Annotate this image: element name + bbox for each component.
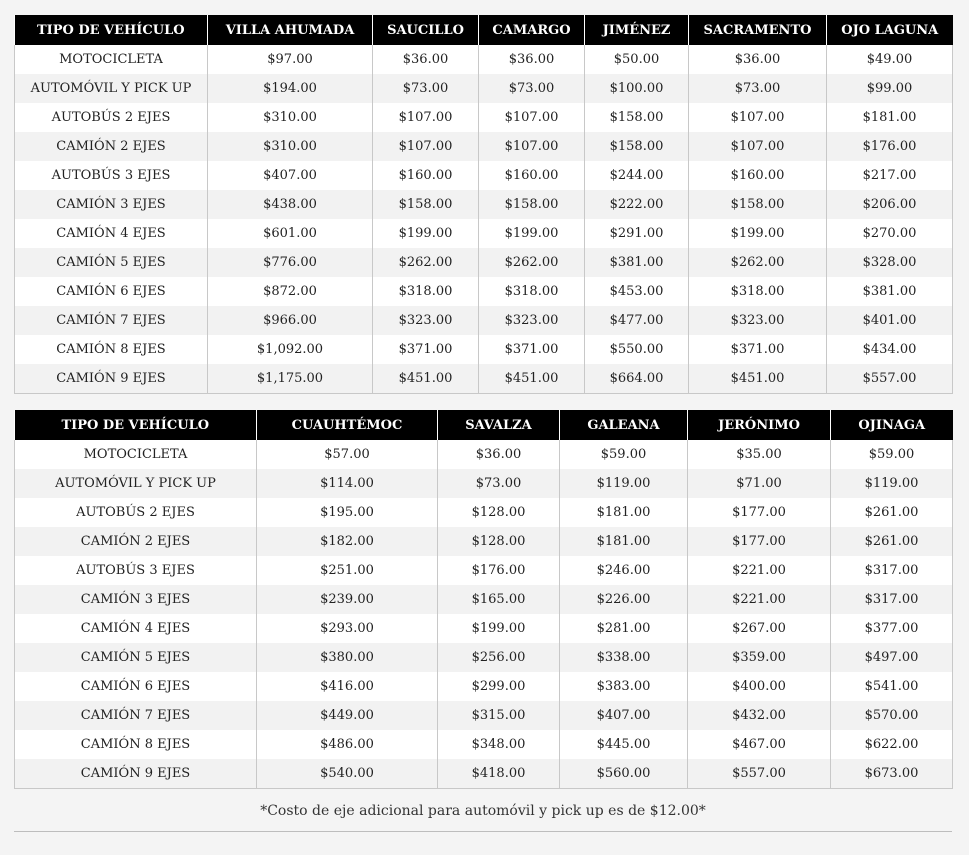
- vehicle-type-cell: CAMIÓN 9 EJES: [15, 759, 257, 789]
- toll-price-cell: $36.00: [479, 45, 585, 74]
- vehicle-type-cell: CAMIÓN 4 EJES: [15, 614, 257, 643]
- toll-price-cell: $416.00: [257, 672, 438, 701]
- vehicle-type-cell: AUTOBÚS 3 EJES: [15, 556, 257, 585]
- column-header-vehicle-type: TIPO DE VEHÍCULO: [15, 410, 257, 440]
- toll-price-cell: $181.00: [827, 103, 953, 132]
- toll-price-cell: $36.00: [373, 45, 479, 74]
- toll-price-cell: $107.00: [479, 132, 585, 161]
- toll-price-cell: $73.00: [689, 74, 827, 103]
- toll-price-cell: $239.00: [257, 585, 438, 614]
- toll-table-north: [14, 15, 953, 394]
- vehicle-type-cell: CAMIÓN 2 EJES: [15, 132, 208, 161]
- toll-price-cell: $199.00: [689, 219, 827, 248]
- toll-price-cell: $100.00: [585, 74, 689, 103]
- toll-price-cell: $401.00: [827, 306, 953, 335]
- table-row: [15, 643, 953, 672]
- column-header-toll-booth: CUAUHTÉMOC: [257, 410, 438, 440]
- vehicle-type-cell: AUTOBÚS 2 EJES: [15, 498, 257, 527]
- vehicle-type-cell: CAMIÓN 5 EJES: [15, 248, 208, 277]
- toll-price-cell: $381.00: [827, 277, 953, 306]
- column-header-toll-booth: SACRAMENTO: [689, 15, 827, 45]
- toll-price-cell: $371.00: [373, 335, 479, 364]
- toll-price-cell: $380.00: [257, 643, 438, 672]
- toll-price-cell: $310.00: [208, 132, 373, 161]
- column-header-toll-booth: GALEANA: [560, 410, 688, 440]
- toll-price-cell: $222.00: [585, 190, 689, 219]
- toll-price-cell: $73.00: [479, 74, 585, 103]
- table-row: [15, 701, 953, 730]
- column-header-toll-booth: VILLA AHUMADA: [208, 15, 373, 45]
- toll-price-cell: $570.00: [831, 701, 953, 730]
- toll-price-cell: $318.00: [373, 277, 479, 306]
- table-row: [15, 469, 953, 498]
- toll-price-cell: $467.00: [688, 730, 831, 759]
- toll-price-cell: $36.00: [438, 440, 560, 469]
- toll-price-cell: $1,092.00: [208, 335, 373, 364]
- toll-price-cell: $261.00: [831, 498, 953, 527]
- toll-price-cell: $128.00: [438, 498, 560, 527]
- toll-price-cell: $281.00: [560, 614, 688, 643]
- toll-price-cell: $226.00: [560, 585, 688, 614]
- toll-price-cell: $317.00: [831, 585, 953, 614]
- toll-price-cell: $872.00: [208, 277, 373, 306]
- toll-price-cell: $73.00: [438, 469, 560, 498]
- table-row: [15, 672, 953, 701]
- table-row: [15, 132, 953, 161]
- toll-price-cell: $267.00: [688, 614, 831, 643]
- toll-price-cell: $160.00: [689, 161, 827, 190]
- toll-price-cell: $418.00: [438, 759, 560, 789]
- toll-price-cell: $540.00: [257, 759, 438, 789]
- toll-price-cell: $371.00: [479, 335, 585, 364]
- toll-price-cell: $664.00: [585, 364, 689, 394]
- toll-price-cell: $557.00: [827, 364, 953, 394]
- toll-price-cell: $49.00: [827, 45, 953, 74]
- toll-price-cell: $449.00: [257, 701, 438, 730]
- toll-price-cell: $119.00: [831, 469, 953, 498]
- toll-price-cell: $114.00: [257, 469, 438, 498]
- toll-price-cell: $160.00: [373, 161, 479, 190]
- toll-price-cell: $317.00: [831, 556, 953, 585]
- toll-price-cell: $177.00: [688, 527, 831, 556]
- toll-price-cell: $291.00: [585, 219, 689, 248]
- toll-price-cell: $966.00: [208, 306, 373, 335]
- toll-price-cell: $407.00: [560, 701, 688, 730]
- table-row: [15, 161, 953, 190]
- toll-price-cell: $195.00: [257, 498, 438, 527]
- table-row: [15, 306, 953, 335]
- table-row: [15, 730, 953, 759]
- toll-price-cell: $256.00: [438, 643, 560, 672]
- column-header-toll-booth: JIMÉNEZ: [585, 15, 689, 45]
- toll-price-cell: $377.00: [831, 614, 953, 643]
- axle-cost-note: *Costo de eje adicional para automóvil y pick up es de $12.00*: [260, 803, 706, 819]
- toll-price-cell: $673.00: [831, 759, 953, 789]
- column-header-vehicle-type: TIPO DE VEHÍCULO: [15, 15, 208, 45]
- table-row: [15, 335, 953, 364]
- toll-price-cell: $107.00: [689, 103, 827, 132]
- toll-price-cell: $251.00: [257, 556, 438, 585]
- toll-price-cell: $194.00: [208, 74, 373, 103]
- table-row: [15, 527, 953, 556]
- toll-price-cell: $181.00: [560, 498, 688, 527]
- vehicle-type-cell: CAMIÓN 6 EJES: [15, 672, 257, 701]
- toll-price-cell: $550.00: [585, 335, 689, 364]
- toll-price-cell: $560.00: [560, 759, 688, 789]
- toll-price-cell: $73.00: [373, 74, 479, 103]
- toll-price-cell: $217.00: [827, 161, 953, 190]
- table-row: [15, 190, 953, 219]
- vehicle-type-cell: MOTOCICLETA: [15, 440, 257, 469]
- vehicle-type-cell: AUTOBÚS 3 EJES: [15, 161, 208, 190]
- toll-price-cell: $445.00: [560, 730, 688, 759]
- toll-price-cell: $622.00: [831, 730, 953, 759]
- toll-price-cell: $434.00: [827, 335, 953, 364]
- toll-price-cell: $438.00: [208, 190, 373, 219]
- toll-price-cell: $176.00: [438, 556, 560, 585]
- toll-price-cell: $318.00: [479, 277, 585, 306]
- toll-price-cell: $310.00: [208, 103, 373, 132]
- toll-price-cell: $119.00: [560, 469, 688, 498]
- table-row: [15, 498, 953, 527]
- table-row: [15, 556, 953, 585]
- toll-price-cell: $158.00: [585, 103, 689, 132]
- vehicle-type-cell: CAMIÓN 5 EJES: [15, 643, 257, 672]
- toll-price-cell: $221.00: [688, 585, 831, 614]
- toll-price-cell: $262.00: [479, 248, 585, 277]
- toll-price-cell: $601.00: [208, 219, 373, 248]
- toll-price-cell: $246.00: [560, 556, 688, 585]
- toll-price-cell: $158.00: [689, 190, 827, 219]
- toll-price-cell: $107.00: [373, 132, 479, 161]
- toll-price-cell: $160.00: [479, 161, 585, 190]
- toll-price-cell: $176.00: [827, 132, 953, 161]
- toll-price-cell: $99.00: [827, 74, 953, 103]
- toll-price-cell: $451.00: [479, 364, 585, 394]
- table-row: [15, 364, 953, 394]
- toll-price-cell: $50.00: [585, 45, 689, 74]
- toll-price-cell: $383.00: [560, 672, 688, 701]
- table-row: [15, 759, 953, 789]
- table-row: [15, 585, 953, 614]
- table-header-row: [15, 410, 953, 440]
- vehicle-type-cell: CAMIÓN 3 EJES: [15, 585, 257, 614]
- toll-price-cell: $206.00: [827, 190, 953, 219]
- vehicle-type-cell: CAMIÓN 6 EJES: [15, 277, 208, 306]
- column-header-toll-booth: OJINAGA: [831, 410, 953, 440]
- toll-price-cell: $381.00: [585, 248, 689, 277]
- toll-price-cell: $323.00: [689, 306, 827, 335]
- toll-price-cell: $128.00: [438, 527, 560, 556]
- toll-price-cell: $107.00: [689, 132, 827, 161]
- toll-price-cell: $1,175.00: [208, 364, 373, 394]
- toll-price-cell: $293.00: [257, 614, 438, 643]
- toll-price-cell: $453.00: [585, 277, 689, 306]
- vehicle-type-cell: CAMIÓN 3 EJES: [15, 190, 208, 219]
- table-header-row: [15, 15, 953, 45]
- toll-price-cell: $97.00: [208, 45, 373, 74]
- vehicle-type-cell: AUTOMÓVIL Y PICK UP: [15, 74, 208, 103]
- toll-price-cell: $451.00: [689, 364, 827, 394]
- table-row: [15, 248, 953, 277]
- toll-price-cell: $181.00: [560, 527, 688, 556]
- vehicle-type-cell: AUTOBÚS 2 EJES: [15, 103, 208, 132]
- table-row: [15, 74, 953, 103]
- toll-price-cell: $348.00: [438, 730, 560, 759]
- toll-price-cell: $262.00: [373, 248, 479, 277]
- table-row: [15, 614, 953, 643]
- table-row: [15, 440, 953, 469]
- table-row: [15, 45, 953, 74]
- table-row: [15, 103, 953, 132]
- toll-price-cell: $57.00: [257, 440, 438, 469]
- table-row: [15, 219, 953, 248]
- vehicle-type-cell: CAMIÓN 8 EJES: [15, 335, 208, 364]
- toll-price-cell: $107.00: [373, 103, 479, 132]
- toll-price-cell: $477.00: [585, 306, 689, 335]
- column-header-toll-booth: CAMARGO: [479, 15, 585, 45]
- toll-price-cell: $776.00: [208, 248, 373, 277]
- toll-price-cell: $371.00: [689, 335, 827, 364]
- toll-price-cell: $107.00: [479, 103, 585, 132]
- toll-price-cell: $359.00: [688, 643, 831, 672]
- toll-price-cell: $199.00: [438, 614, 560, 643]
- toll-price-cell: $557.00: [688, 759, 831, 789]
- toll-price-cell: $315.00: [438, 701, 560, 730]
- toll-price-cell: $323.00: [479, 306, 585, 335]
- toll-price-cell: $199.00: [479, 219, 585, 248]
- toll-price-cell: $182.00: [257, 527, 438, 556]
- column-header-toll-booth: SAVALZA: [438, 410, 560, 440]
- vehicle-type-cell: CAMIÓN 2 EJES: [15, 527, 257, 556]
- toll-price-cell: $36.00: [689, 45, 827, 74]
- toll-price-cell: $432.00: [688, 701, 831, 730]
- divider: [14, 831, 952, 832]
- toll-price-cell: $165.00: [438, 585, 560, 614]
- toll-price-cell: $407.00: [208, 161, 373, 190]
- toll-price-cell: $323.00: [373, 306, 479, 335]
- toll-price-cell: $400.00: [688, 672, 831, 701]
- toll-price-cell: $262.00: [689, 248, 827, 277]
- column-header-toll-booth: JERÓNIMO: [688, 410, 831, 440]
- toll-price-cell: $59.00: [831, 440, 953, 469]
- toll-price-cell: $338.00: [560, 643, 688, 672]
- toll-price-cell: $35.00: [688, 440, 831, 469]
- toll-price-cell: $199.00: [373, 219, 479, 248]
- column-header-toll-booth: SAUCILLO: [373, 15, 479, 45]
- toll-price-cell: $71.00: [688, 469, 831, 498]
- toll-price-cell: $158.00: [585, 132, 689, 161]
- toll-price-cell: $328.00: [827, 248, 953, 277]
- vehicle-type-cell: CAMIÓN 4 EJES: [15, 219, 208, 248]
- toll-price-cell: $541.00: [831, 672, 953, 701]
- vehicle-type-cell: CAMIÓN 7 EJES: [15, 306, 208, 335]
- toll-price-cell: $261.00: [831, 527, 953, 556]
- toll-price-cell: $486.00: [257, 730, 438, 759]
- table-row: [15, 277, 953, 306]
- vehicle-type-cell: CAMIÓN 8 EJES: [15, 730, 257, 759]
- toll-price-cell: $221.00: [688, 556, 831, 585]
- vehicle-type-cell: AUTOMÓVIL Y PICK UP: [15, 469, 257, 498]
- toll-table-south: [14, 410, 953, 789]
- toll-price-cell: $497.00: [831, 643, 953, 672]
- toll-price-cell: $318.00: [689, 277, 827, 306]
- vehicle-type-cell: CAMIÓN 9 EJES: [15, 364, 208, 394]
- vehicle-type-cell: CAMIÓN 7 EJES: [15, 701, 257, 730]
- toll-price-cell: $270.00: [827, 219, 953, 248]
- toll-price-cell: $299.00: [438, 672, 560, 701]
- column-header-toll-booth: OJO LAGUNA: [827, 15, 953, 45]
- toll-price-cell: $244.00: [585, 161, 689, 190]
- vehicle-type-cell: MOTOCICLETA: [15, 45, 208, 74]
- toll-price-cell: $177.00: [688, 498, 831, 527]
- toll-price-cell: $158.00: [373, 190, 479, 219]
- toll-price-cell: $158.00: [479, 190, 585, 219]
- toll-price-cell: $59.00: [560, 440, 688, 469]
- toll-price-cell: $451.00: [373, 364, 479, 394]
